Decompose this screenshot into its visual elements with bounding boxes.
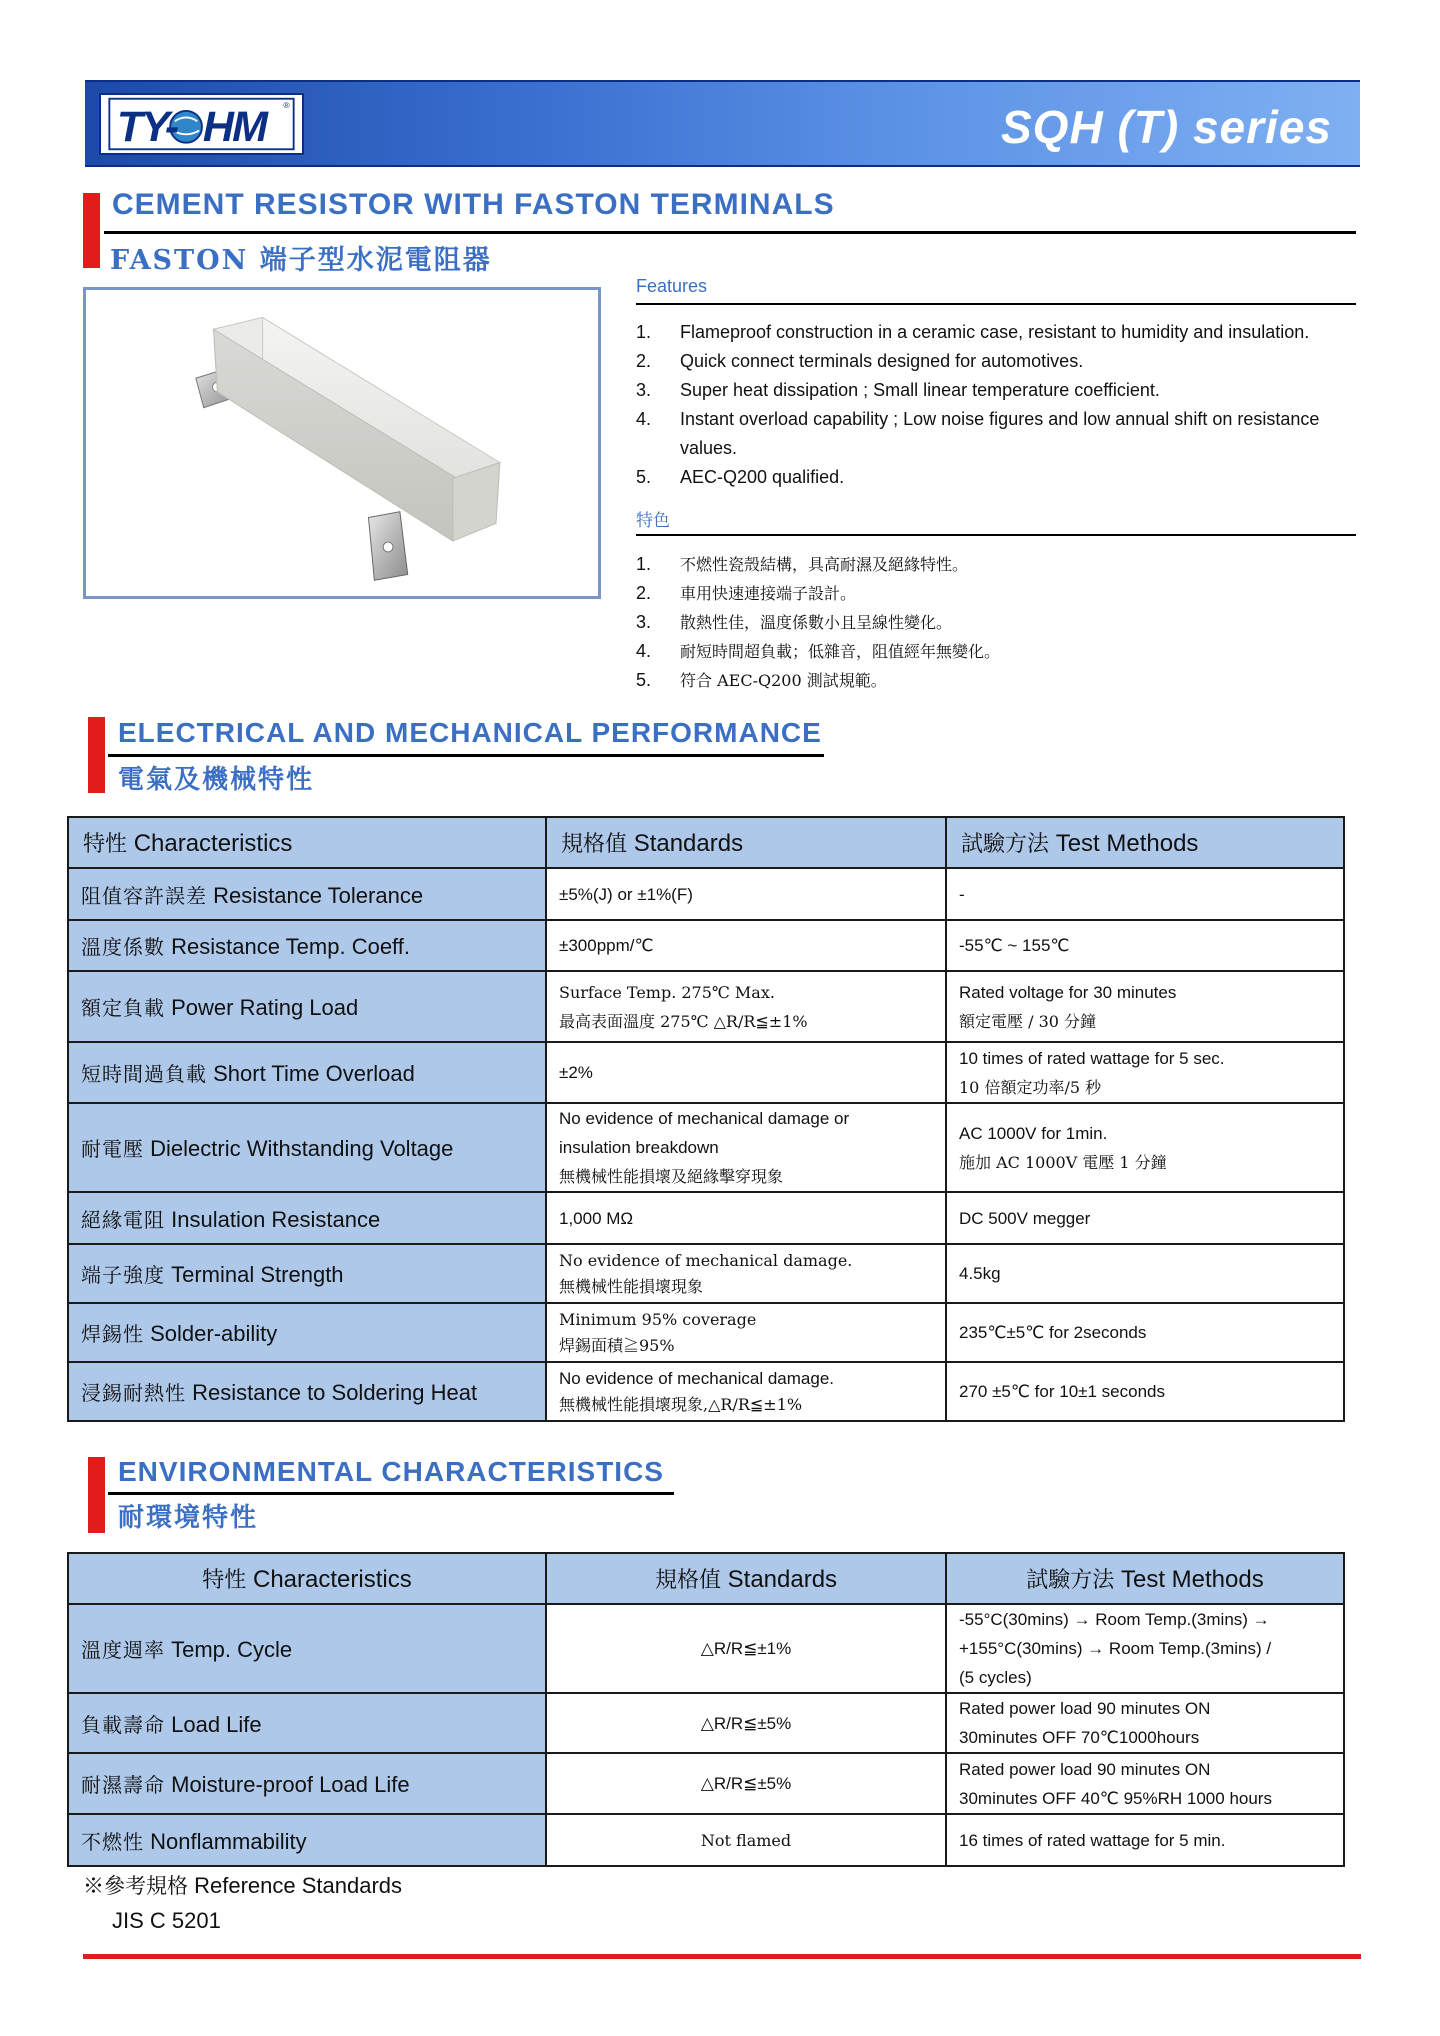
page-title-zh: FASTON 端子型水泥電阻器 bbox=[110, 245, 492, 276]
features-list-zh bbox=[636, 550, 1376, 695]
reference-standard: JIS C 5201 bbox=[112, 1908, 221, 1933]
table-header-row bbox=[68, 1553, 1344, 1604]
col-header-standards: 規格值 Standards bbox=[546, 1553, 946, 1604]
page-title: CEMENT RESISTOR WITH FASTON TERMINALS bbox=[112, 188, 835, 221]
col-header-standards: 規格值 Standards bbox=[546, 817, 946, 868]
table-row: 耐濕壽命 Moisture-proof Load Life △R/R≦±5% Rated power load 90 minutes ON 30minutes OFF 40℃ 95%RH 1000 hours bbox=[68, 1753, 1344, 1814]
table-row: 浸錫耐熱性 Resistance to Soldering Heat No evidence of mechanical damage. 無機械性能損壞現象,△R/R≦±1% 270 ±5℃ for 10±1 seconds bbox=[68, 1362, 1344, 1421]
electrical-heading-zh: 電氣及機械特性 bbox=[118, 765, 315, 795]
svg-text:®: ® bbox=[283, 100, 290, 111]
product-image bbox=[83, 287, 601, 599]
col-header-test-methods: 試驗方法 Test Methods bbox=[946, 817, 1344, 868]
footer-divider bbox=[83, 1954, 1361, 1959]
table-row: 溫度係數 Resistance Temp. Coeff. ±300ppm/℃ -55℃ ~ 155℃ bbox=[68, 920, 1344, 971]
table-row: 阻值容許誤差 Resistance Tolerance ±5%(J) or ±1%(F) - bbox=[68, 868, 1344, 920]
electrical-divider bbox=[108, 754, 824, 757]
reference-label: ※參考規格 Reference Standards bbox=[83, 1873, 403, 1898]
table-header-row bbox=[68, 817, 1344, 868]
list-item: 1. Flameproof construction in a ceramic case, resistant to humidity and insulation. bbox=[636, 322, 1310, 342]
environmental-accent-bar bbox=[88, 1457, 105, 1533]
table-row: 焊錫性 Solder-ability Minimum 95% coverage 焊錫面積≧95% 235℃±5℃ for 2seconds bbox=[68, 1303, 1344, 1362]
electrical-accent-bar bbox=[88, 717, 105, 793]
list-item: 2. Quick connect terminals designed for automotives. bbox=[636, 351, 1084, 371]
col-header-test-methods: 試驗方法 Test Methods bbox=[946, 1553, 1344, 1604]
table-row: 耐電壓 Dielectric Withstanding Voltage No evidence of mechanical damage or insulation breakdown 無機械性能損壞及絕緣擊穿現象 AC 1000V for 1min. 施加 AC 1000V 電壓 1 分鐘 bbox=[68, 1103, 1344, 1192]
col-header-characteristics: 特性 Characteristics bbox=[68, 817, 546, 868]
table-row: 短時間過負載 Short Time Overload ±2% 10 times of rated wattage for 5 sec. 10 倍額定功率/5 秒 bbox=[68, 1042, 1344, 1103]
list-item: 2. 車用快速連接端子設計。 bbox=[636, 583, 857, 603]
col-header-characteristics: 特性 Characteristics bbox=[68, 1553, 546, 1604]
table-row: 絕緣電阻 Insulation Resistance 1,000 MΩ DC 500V megger bbox=[68, 1192, 1344, 1244]
features-list bbox=[636, 318, 1376, 492]
environmental-divider bbox=[108, 1492, 674, 1495]
logo-graphic bbox=[101, 95, 302, 153]
electrical-heading: ELECTRICAL AND MECHANICAL PERFORMANCE bbox=[118, 717, 822, 748]
table-row: 溫度週率 Temp. Cycle △R/R≦±1% -55°C(30mins) → Room Temp.(3mins) → +155°C(30mins) → Room Temp.(3mins) / (5 cycles) bbox=[68, 1604, 1344, 1693]
features-divider bbox=[636, 303, 1356, 305]
features-zh-divider bbox=[636, 534, 1356, 536]
environmental-table bbox=[67, 1552, 1345, 1867]
list-item: 5. 符合 AEC-Q200 測試規範。 bbox=[636, 670, 887, 690]
company-logo bbox=[99, 93, 304, 155]
series-title: SQH (T) series bbox=[1001, 101, 1332, 153]
environmental-heading-zh: 耐環境特性 bbox=[118, 1503, 259, 1533]
svg-text:HM: HM bbox=[202, 102, 267, 151]
list-item: 4. Instant overload capability ; Low noise figures and low annual shift on resistance values. bbox=[636, 409, 1320, 458]
list-item: 3. 散熱性佳，溫度係數小且呈線性變化。 bbox=[636, 612, 953, 632]
table-row: 端子強度 Terminal Strength No evidence of mechanical damage. 無機械性能損壞現象 4.5kg bbox=[68, 1244, 1344, 1303]
title-divider bbox=[104, 231, 1356, 234]
list-item: 3. Super heat dissipation ; Small linear temperature coefficient. bbox=[636, 380, 1160, 400]
table-row: 負載壽命 Load Life △R/R≦±5% Rated power load 90 minutes ON 30minutes OFF 70℃1000hours bbox=[68, 1693, 1344, 1753]
list-item: 1. 不燃性瓷殼結構，具高耐濕及絕緣特性。 bbox=[636, 554, 969, 574]
electrical-table bbox=[67, 816, 1345, 1422]
table-row: 不燃性 Nonflammability Not flamed 16 times of rated wattage for 5 min. bbox=[68, 1814, 1344, 1866]
list-item: 4. 耐短時間超負載；低雜音，阻值經年無變化。 bbox=[636, 641, 1001, 661]
table-row: 額定負載 Power Rating Load Surface Temp. 275℃ Max. 最高表面溫度 275℃ △R/R≦±1% Rated voltage for 30 minutes 額定電壓 / 30 分鐘 bbox=[68, 971, 1344, 1042]
svg-text:TY-: TY- bbox=[116, 102, 178, 151]
features-title: Features bbox=[636, 276, 708, 296]
header-banner bbox=[85, 80, 1360, 167]
title-accent-bar bbox=[83, 193, 100, 268]
resistor-illustration bbox=[86, 290, 598, 596]
list-item: 5. AEC-Q200 qualified. bbox=[636, 467, 845, 487]
features-title-zh: 特色 bbox=[636, 511, 670, 531]
environmental-heading: ENVIRONMENTAL CHARACTERISTICS bbox=[118, 1456, 664, 1487]
